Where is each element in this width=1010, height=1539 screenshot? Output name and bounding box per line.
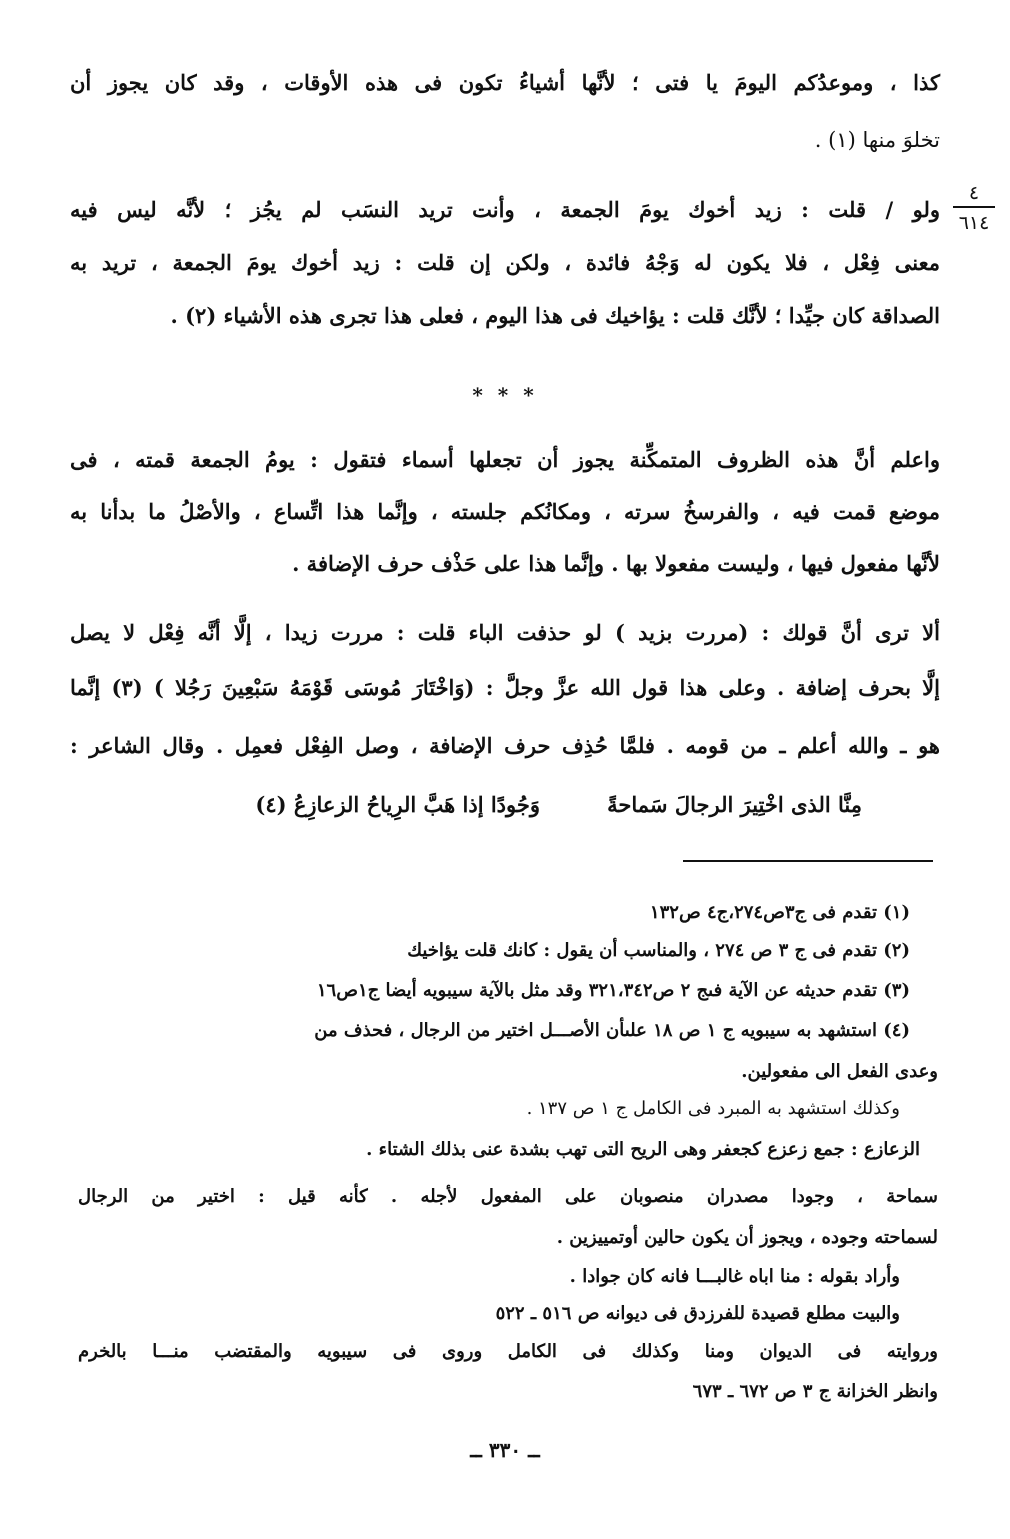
- paragraph-4-line-2: إلَّا بحرف إضافة . وعلى هذا قول الله عزَّ وجلَّ : (وَاخْتَارَ مُوسَى قَوْمَهُ سَبْعِينَ رَجُلا ) (٣) إنَّما: [70, 675, 940, 700]
- footnote-4-continued: وعدى الفعل الى مفعولين.: [741, 1061, 938, 1082]
- footnote-3: (٣) تقدم حديثه عن الآية فىج ٢ ص٣٢١،٣٤٢ وقد مثل بالآية سيبويه أيضا ج١ص١٦: [316, 980, 910, 1001]
- section-separator: * * *: [472, 383, 538, 407]
- footnote-4-kamil: وكذلك استشهد به المبرد فى الكامل ج ١ ص ١٣٧ .: [526, 1098, 900, 1119]
- margin-reference-volume: ٤: [953, 182, 995, 208]
- footnote-4-samaha-continued: لسماحته وجوده ، ويجوز أن يكون حالين أوتمييزين .: [556, 1227, 938, 1248]
- footnote-4-diwan: والبيت مطلع قصيدة للفرزدق فى ديوانه ص ٥١٦ ـ ٥٢٢: [495, 1303, 900, 1324]
- paragraph-3-line-1: واعلم أنَّ هذه الظروف المتمكِّنة يجوز أن تجعلها أسماء فتقول : يومُ الجمعة قمته ، فى: [70, 447, 940, 472]
- paragraph-1-line-2: تخلوَ منها (١) .: [814, 128, 940, 152]
- verse-first-hemistich: مِنَّا الذى اخْتِيرَ الرجالَ سَماحةً: [607, 792, 862, 817]
- footnote-1: (١) تقدم فى ج٣ص٢٧٤،ج٤ ص١٣٢: [649, 902, 910, 923]
- footnote-4-samaha: سماحة ، وجودا مصدران منصوبان على المفعول لأجله . كأنه قيل : اختير من الرجال: [78, 1186, 938, 1207]
- margin-page-reference: [953, 182, 995, 234]
- paragraph-2-line-3: الصداقة كان جيِّدا ؛ لأنَّك قلت : يؤاخيك فى هذا اليوم ، فعلى هذا تجرى هذه الأشياء (٢) .: [170, 303, 940, 328]
- footnote-4-khizana: وانظر الخزانة ج ٣ ص ٦٧٢ ـ ٦٧٣: [692, 1381, 938, 1402]
- footnote-2: (٢) تقدم فى ج ٣ ص ٢٧٤ ، والمناسب أن يقول : كانك قلت يؤاخيك: [407, 940, 910, 961]
- footnote-4-riwaya: وروايته فى الديوان ومنا وكذلك فى الكامل وروى فى سيبويه والمقتضب منـــا بالخرم: [78, 1341, 938, 1362]
- paragraph-1-line-1: كذا ، وموعدُكم اليومَ يا فتى ؛ لأنَّها أشياءُ تكون فى هذه الأوقات ، وقد كان يجوز أن: [70, 70, 940, 95]
- paragraph-2-line-1: ولو / قلت : زيد أخوك يومَ الجمعة ، وأنت تريد النسَب لم يجُز ؛ لأنَّه ليس فيه: [70, 197, 940, 222]
- page-number: ــ ٣٣٠ ــ: [470, 1438, 540, 1462]
- verse-second-hemistich: وَجُودًا إذا هَبَّ الرِياحُ الزعازِعُ (٤): [255, 792, 540, 817]
- paragraph-4-line-3: هو ـ والله أعلم ـ من قومه . فلمَّا حُذِف حرف الإضافة ، وصل الفِعْل فعمِل . وقال الشاعر :: [70, 733, 940, 758]
- footnote-4-meaning: وأراد بقوله : منا اباه غالبـــا فانه كان جوادا .: [569, 1266, 900, 1287]
- footnote-4-zaazi: الزعازع : جمع زعزع كجعفر وهى الريح التى تهب بشدة عنى بذلك الشتاء .: [366, 1139, 920, 1160]
- paragraph-2-line-2: معنى فِعْل ، فلا يكون له وَجْهُ فائدة ، ولكن إن قلت : زيد أخوك يومَ الجمعة ، تريد به: [70, 250, 940, 275]
- margin-reference-page: ٦١٤: [958, 212, 990, 234]
- paragraph-4-line-1: ألا ترى أنَّ قولك : (مررت بزيد ) لو حذفت الباء قلت : مررت زيدا ، إلَّا أنَّه فِعْل لا يصل: [70, 620, 940, 645]
- footnote-separator: [683, 860, 933, 862]
- paragraph-3-line-3: لأنَّها مفعول فيها ، وليست مفعولا بها . وإنَّما هذا على حَذْف حرف الإضافة .: [292, 551, 940, 576]
- footnote-4: (٤) استشهد به سيبويه ج ١ ص ١٨ علىأن الأصـــل اختير من الرجال ، فحذف من: [314, 1020, 910, 1041]
- paragraph-3-line-2: موضع قمت فيه ، والفرسخُ سرته ، ومكانُكم جلسته ، وإنَّما هذا اتِّساع ، والأصْلُ ما بدأنا به: [70, 499, 940, 524]
